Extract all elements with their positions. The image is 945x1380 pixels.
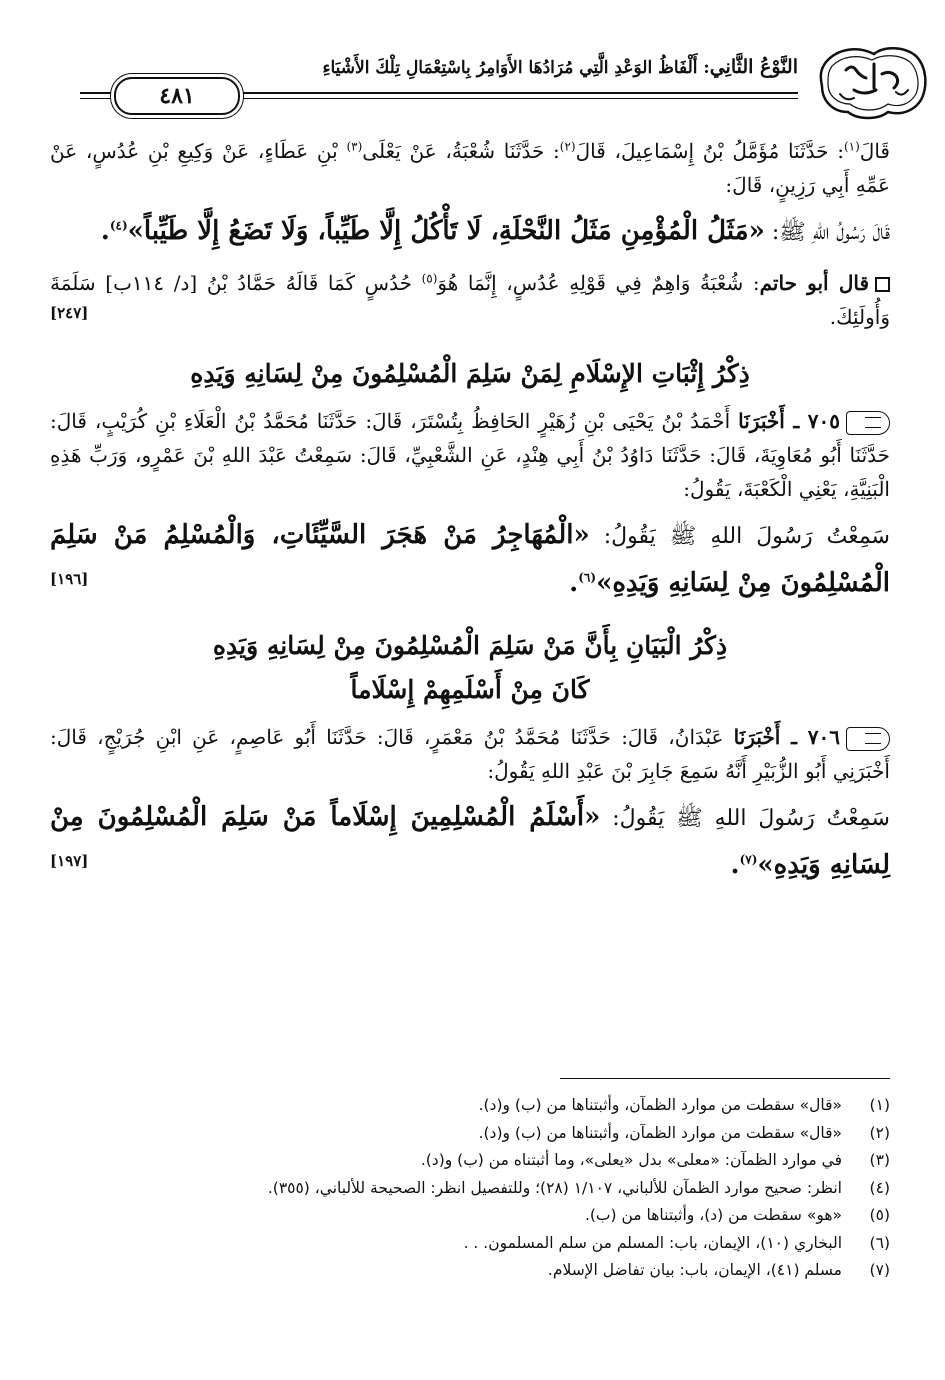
- footnote-text: «هو» سقطت من (د)، وأثبتناها من (ب).: [584, 1206, 842, 1224]
- header-rule-left: [80, 92, 114, 94]
- footnote-number: (٧): [869, 1261, 890, 1279]
- footnote-text: في موارد الظمآن: «معلى» بدل «يعلى»، وما أثبتناه من (ب) و(د).: [420, 1151, 842, 1169]
- footnote-number: (٥): [869, 1206, 890, 1224]
- hadith-number: ٧٠٦ ـ أَخْبَرَنَا: [733, 725, 841, 749]
- running-title: [258, 56, 798, 78]
- hadith-intro: سَمِعْتُ رَسُولَ اللهِ ﷺ يَقُولُ:: [589, 524, 890, 549]
- hadith-text-2: سَمِعْتُ رَسُولَ اللهِ ﷺ يَقُولُ: «الْمُهَاجِرُ مَنْ هَجَرَ السَّيِّئَاتِ، وَالْمُسْلِمُ مَنْ سَلِمَ الْمُسْلِمُونَ مِنْ لِسَانِهِ وَيَدِهِ»$^{(٦)}$. [١٩٦]: [50, 512, 890, 606]
- chapter-heading-2: [50, 624, 890, 712]
- hadith-text-3: سَمِعْتُ رَسُولَ اللهِ ﷺ يَقُولُ: «أَسْلَمُ الْمُسْلِمِينَ إِسْلَاماً مَنْ سَلِمَ الْمُسْلِمُونَ مِنْ لِسَانِهِ وَيَدِهِ»$^{(٧)}$. [١٩٧]: [50, 794, 890, 888]
- hadith-intro: قَالَ رَسُولُ اللهِ ﷺ:: [764, 220, 890, 245]
- footnote-item: [50, 1257, 890, 1285]
- footnote-text: انظر: صحيح موارد الظمآن للألباني، ١/١٠٧ (٢٨)؛ وللتفصيل انظر: الصحيحة للألباني، (٣٥٥).: [267, 1178, 842, 1197]
- footnote-item: [50, 1175, 890, 1203]
- header-rule: [238, 92, 798, 94]
- footnote-item: [50, 1120, 890, 1148]
- hadith-number-ornament-icon: [846, 727, 890, 751]
- chapter-heading-line: ذِكْرُ الْبَيَانِ بِأَنَّ مَنْ سَلِمَ الْمُسْلِمُونَ مِنْ لِسَانِهِ وَيَدِهِ: [212, 631, 728, 660]
- footnote-marker: (٥): [421, 271, 438, 286]
- footnote-item: [50, 1092, 890, 1120]
- awamir-logo-icon: [818, 44, 930, 120]
- abu-hatim-note: [50, 266, 890, 334]
- hadith-706-isnad: [50, 720, 890, 788]
- isnad-text: : حَدَّثَنَا مُؤَمَّلُ بْنُ إِسْمَاعِيلَ، قَالَ: [575, 139, 844, 163]
- footnote-number: (٤): [869, 1178, 890, 1197]
- page-header: [70, 40, 890, 120]
- footnote-text: مسلم (٤١)، الإيمان، باب: بيان تفاضل الإسلام.: [547, 1261, 842, 1279]
- reference-number: [١٩٧]: [50, 852, 89, 870]
- hadith-text-1: قَالَ رَسُولُ اللهِ ﷺ: «مَثَلُ الْمُؤْمِنِ مَثَلُ النَّحْلَةِ، لَا تَأْكُلُ إِلَّا طَيِّباً، وَلَا تَضَعُ إِلَّا طَيِّباً»$^{(٤)}$.: [100, 216, 890, 246]
- hadith-intro: سَمِعْتُ رَسُولَ اللهِ ﷺ يَقُولُ:: [600, 806, 890, 831]
- reference-number: [٢٤٧]: [50, 304, 89, 322]
- footnote-text: «قال» سقطت من موارد الظمآن، وأثبتناها من (ب) و(د).: [478, 1096, 842, 1114]
- footnote-marker: (٤): [109, 218, 128, 233]
- footnote-text: البخاري (١٠)، الإيمان، باب: المسلم من سلم المسلمون. . .: [463, 1233, 842, 1252]
- isnad-text: أَحْمَدُ بْنُ يَحْيَى بْنِ زُهَيْرٍ الحَافِظُ بِتُسْتَرَ، قَالَ: حَدَّثَنَا مُحَمَّدُ بْنُ الْعَلَاءِ بْنِ كُرَيْبٍ، قَالَ: حَدَّثَنَا أَبُو مُعَاوِيَةَ، قَالَ: حَدَّثَنَا دَاوُدُ بْنُ أَبِي هِنْدٍ، عَنِ الشَّعْبِيِّ، قَالَ: سَمِعْتُ عَبْدَ اللهِ بْنَ عَمْرٍو، وَرَبِّ هَذِهِ الْبَنِيَّةِ، يَعْنِي الْكَعْبَةَ، يَقُولُ:: [50, 409, 890, 501]
- footnote-number: (٦): [869, 1233, 890, 1252]
- hadith-705-isnad: [50, 404, 890, 506]
- header-rule-thin: [238, 98, 798, 99]
- reference-number: [١٩٦]: [50, 570, 89, 588]
- footnote-item: [50, 1202, 890, 1230]
- hadith-matn: «الْمُهَاجِرُ مَنْ هَجَرَ السَّيِّئَاتِ، وَالْمُسْلِمُ مَنْ سَلِمَ الْمُسْلِمُونَ مِنْ لِسَانِهِ وَيَدِهِ»: [50, 520, 890, 598]
- footnote-text: «قال» سقطت من موارد الظمآن، وأثبتناها من (ب) و(د).: [478, 1123, 842, 1142]
- running-title-lead: النَّوْعُ الثَّانِي: [709, 56, 798, 78]
- hadith-number-ornament-icon: [846, 411, 890, 435]
- footnote-item: [50, 1230, 890, 1258]
- footnote-marker: (٧): [739, 852, 758, 867]
- isnad-text: عَبْدَانُ، قَالَ: حَدَّثَنَا مُحَمَّدُ بْنُ مَعْمَرٍ، قَالَ: حَدَّثَنَا أَبُو عَاصِمٍ، عَنِ ابْنِ جُرَيْجٍ، قَالَ: أَخْبَرَنِي أَبُو الزُّبَيْرِ أَنَّهُ سَمِعَ جَابِرَ بْنَ عَبْدِ اللهِ يَقُولُ:: [50, 725, 890, 783]
- isnad-text: : حَدَّثَنَا شُعْبَةُ، عَنْ يَعْلَى: [362, 139, 560, 163]
- page-number: ٤٨١: [114, 77, 240, 115]
- footnotes-list: [50, 1092, 890, 1285]
- footnote-number: (١): [869, 1096, 890, 1114]
- square-bullet-icon: [875, 277, 890, 292]
- isnad-paragraph-1: [50, 134, 890, 202]
- chapter-heading-line: كَانَ مِنْ أَسْلَمِهِمْ إِسْلَاماً: [350, 675, 590, 704]
- chapter-heading-1: ذِكْرُ إِثْبَاتِ الإِسْلَامِ لِمَنْ سَلِمَ الْمُسْلِمُونَ مِنْ لِسَانِهِ وَيَدِهِ: [190, 359, 750, 388]
- running-title-rest: : أَلْفَاظُ الوَعْدِ الَّتِي مُرَادُهَا الأَوَامِرُ بِاسْتِعْمَالِ تِلْكَ الأَشْيَاءِ: [322, 58, 710, 78]
- isnad-text: قَالَ: [859, 139, 890, 163]
- hadith-number: ٧٠٥ ـ أَخْبَرَنَا: [738, 409, 841, 433]
- footnote-number: (٣): [869, 1151, 890, 1169]
- note-text: : شُعْبَةُ وَاهِمٌ فِي قَوْلِهِ عُدُسٍ، إِنَّمَا هُوَ: [437, 271, 760, 295]
- footnote-number: (٢): [869, 1123, 890, 1142]
- note-text: حُدُسٍ كَمَا قَالَهُ حَمَّادُ بْنُ [د/ ١١٤ب] سَلَمَةَ وَأُولَئِكَ.: [50, 271, 890, 329]
- footnote-marker: (٣): [346, 139, 363, 154]
- hadith-matn: «مَثَلُ الْمُؤْمِنِ مَثَلُ النَّحْلَةِ، لَا تَأْكُلُ إِلَّا طَيِّباً، وَلَا تَضَعُ إِلَّا طَيِّباً»: [127, 216, 765, 246]
- note-label: قال أبو حاتم: [759, 271, 870, 295]
- footnote-separator: [560, 1078, 890, 1079]
- isnad-text: بْنِ عَطَاءٍ، عَنْ وَكِيعِ بْنِ عُدُسٍ، عَنْ عَمِّهِ أَبِي رَزِينٍ، قَالَ:: [50, 139, 890, 197]
- footnote-marker: (١): [843, 139, 860, 154]
- hadith-matn: «أَسْلَمُ الْمُسْلِمِينَ إِسْلَاماً مَنْ سَلِمَ الْمُسْلِمُونَ مِنْ لِسَانِهِ وَيَدِهِ»: [50, 802, 890, 880]
- footnote-marker: (٦): [578, 570, 597, 585]
- footnote-marker: (٢): [559, 139, 576, 154]
- header-rule-left-thin: [80, 98, 114, 99]
- main-text: [50, 134, 890, 892]
- footnote-item: [50, 1147, 890, 1175]
